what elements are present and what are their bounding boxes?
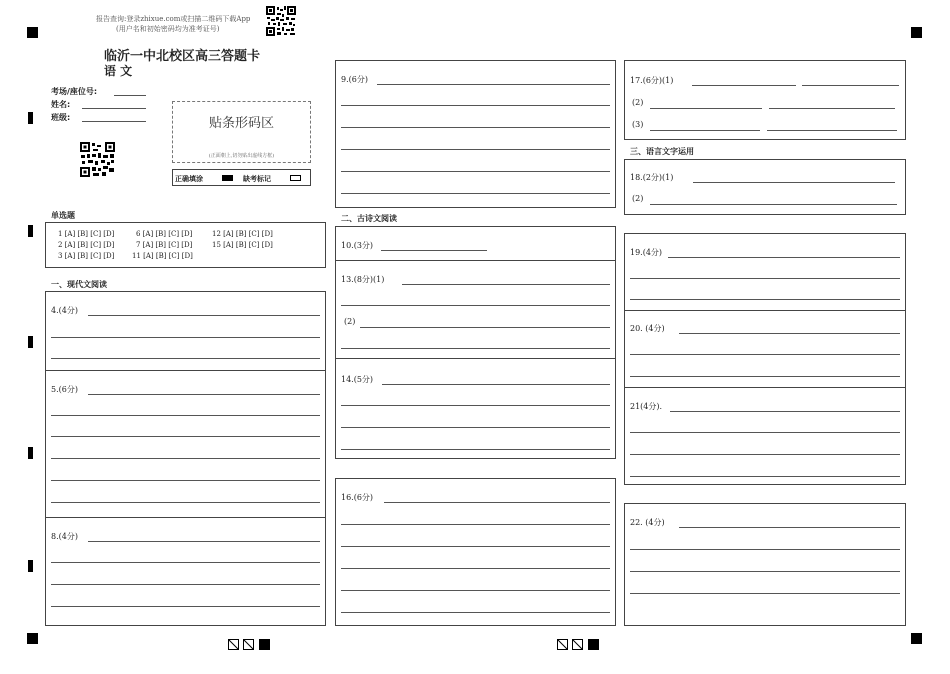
- answer-line[interactable]: [630, 476, 900, 477]
- answer-line[interactable]: [630, 376, 900, 377]
- question-22-label: 22. (4分): [630, 518, 665, 527]
- answer-line[interactable]: [341, 568, 610, 569]
- notice-line-2: (用户名和初始密码均为准考证号): [116, 25, 220, 33]
- answer-line[interactable]: [51, 584, 320, 585]
- answer-line[interactable]: [51, 458, 320, 459]
- choice-row-item[interactable]: 15 [A] [B] [C] [D]: [212, 241, 273, 249]
- answer-line[interactable]: [341, 171, 610, 172]
- question-18-part2-label: (2): [632, 194, 644, 203]
- answer-line[interactable]: [402, 284, 610, 285]
- answer-line[interactable]: [341, 348, 610, 349]
- fill-legend: [172, 169, 311, 186]
- answer-line[interactable]: [341, 105, 610, 106]
- choice-row-item[interactable]: 11 [A] [B] [C] [D]: [132, 252, 193, 260]
- question-17-part1-label: 17.(6分)(1): [630, 76, 674, 85]
- registration-mark-bottom-right: [911, 633, 922, 644]
- seat-field[interactable]: [114, 95, 146, 96]
- answer-line[interactable]: [382, 384, 610, 385]
- question-5-label: 5.(6分): [51, 385, 78, 394]
- answer-line[interactable]: [377, 84, 610, 85]
- page-marker-left: [228, 636, 272, 655]
- question-8-label: 8.(4分): [51, 532, 78, 541]
- question-9-label: 9.(6分): [341, 75, 368, 84]
- question-17-part3-label: (3): [632, 120, 644, 129]
- answer-line[interactable]: [650, 204, 897, 205]
- answer-line[interactable]: [51, 358, 320, 359]
- answer-line[interactable]: [88, 394, 320, 395]
- question-21-label: 21(4分).: [630, 402, 663, 411]
- answer-line[interactable]: [360, 327, 610, 328]
- registration-mark-top-left: [27, 27, 38, 38]
- answer-line[interactable]: [341, 449, 610, 450]
- answer-line[interactable]: [630, 454, 900, 455]
- page-marker-right: [557, 636, 601, 655]
- registration-mark-bottom-left: [27, 633, 38, 644]
- choice-row-item[interactable]: 7 [A] [B] [C] [D]: [136, 241, 193, 249]
- answer-line[interactable]: [630, 593, 900, 594]
- single-choice-box: [45, 222, 326, 268]
- question-22-box: [624, 503, 906, 626]
- answer-line[interactable]: [341, 405, 610, 406]
- answer-line[interactable]: [630, 571, 900, 572]
- timing-mark: [28, 447, 33, 459]
- answer-line[interactable]: [679, 333, 900, 334]
- student-qr-code-icon: [80, 142, 115, 177]
- answer-line[interactable]: [693, 182, 895, 183]
- name-label: 姓名:: [51, 100, 71, 109]
- barcode-area: [172, 101, 311, 163]
- seat-label: 考场/座位号:: [51, 87, 98, 96]
- school-title: 临沂一中北校区高三答题卡: [104, 49, 261, 64]
- answer-line[interactable]: [769, 108, 895, 109]
- subject-title: 语 文: [104, 64, 133, 78]
- absent-bubble[interactable]: [290, 175, 301, 181]
- question-13-part1-label: 13.(8分)(1): [341, 275, 385, 284]
- questions-19-21-box: [624, 233, 906, 485]
- section-modern-title: 一、现代文阅读: [51, 280, 107, 289]
- answer-line[interactable]: [341, 149, 610, 150]
- answer-line[interactable]: [341, 127, 610, 128]
- answer-line[interactable]: [341, 427, 610, 428]
- answer-line[interactable]: [88, 315, 320, 316]
- question-17-part2-label: (2): [632, 98, 644, 107]
- answer-line[interactable]: [630, 549, 900, 550]
- answer-line[interactable]: [679, 527, 900, 528]
- question-19-label: 19.(4分): [630, 248, 663, 257]
- timing-mark: [28, 112, 33, 124]
- answer-line[interactable]: [341, 305, 610, 306]
- choice-row-item[interactable]: 12 [A] [B] [C] [D]: [212, 230, 273, 238]
- question-9-box: [335, 60, 616, 208]
- timing-mark: [28, 560, 33, 572]
- timing-mark: [28, 225, 33, 237]
- section-poetry-title: 二、古诗文阅读: [341, 214, 397, 223]
- answer-line[interactable]: [630, 299, 900, 300]
- choice-row-item[interactable]: 3 [A] [B] [C] [D]: [58, 252, 115, 260]
- answer-line[interactable]: [630, 278, 900, 279]
- answer-line[interactable]: [767, 130, 897, 131]
- answer-line[interactable]: [802, 85, 899, 86]
- answer-line[interactable]: [692, 85, 796, 86]
- answer-line[interactable]: [51, 436, 320, 437]
- registration-mark-top-right: [911, 27, 922, 38]
- timing-mark: [28, 336, 33, 348]
- choice-row-item[interactable]: 1 [A] [B] [C] [D]: [58, 230, 115, 238]
- answer-line[interactable]: [51, 502, 320, 503]
- answer-line[interactable]: [341, 590, 610, 591]
- single-choice-title: 单选题: [51, 211, 75, 220]
- answer-line[interactable]: [51, 562, 320, 563]
- question-10-label: 10.(3分): [341, 241, 374, 250]
- answer-line[interactable]: [670, 411, 900, 412]
- answer-line[interactable]: [51, 415, 320, 416]
- answer-line[interactable]: [88, 541, 320, 542]
- question-18-part1-label: 18.(2分)(1): [630, 173, 674, 182]
- question-20-label: 20. (4分): [630, 324, 665, 333]
- answer-line[interactable]: [341, 546, 610, 547]
- question-18-box: [624, 159, 906, 215]
- answer-line[interactable]: [341, 193, 610, 194]
- class-field[interactable]: [82, 121, 146, 122]
- name-field[interactable]: [82, 108, 146, 109]
- section-language-title: 三、语言文字运用: [630, 147, 694, 156]
- question-13-part2-label: (2): [344, 317, 356, 326]
- answer-line[interactable]: [51, 606, 320, 607]
- answer-line[interactable]: [384, 502, 610, 503]
- barcode-area-note: (正面朝上,切勿贴出虚线方框): [208, 153, 275, 159]
- answer-line[interactable]: [51, 480, 320, 481]
- question-16-label: 16.(6分): [341, 493, 374, 502]
- class-label: 班级:: [51, 113, 71, 122]
- correct-fill-label: 正确填涂: [175, 175, 203, 183]
- answer-line[interactable]: [51, 337, 320, 338]
- question-4-label: 4.(4分): [51, 306, 78, 315]
- answer-line[interactable]: [668, 257, 900, 258]
- question-14-label: 14.(5分): [341, 375, 374, 384]
- answer-line[interactable]: [630, 432, 900, 433]
- choice-row-item[interactable]: 2 [A] [B] [C] [D]: [58, 241, 115, 249]
- choice-row-item[interactable]: 6 [A] [B] [C] [D]: [136, 230, 193, 238]
- barcode-area-title: 贴条形码区: [208, 116, 274, 131]
- answer-line[interactable]: [341, 524, 610, 525]
- answer-line[interactable]: [341, 612, 610, 613]
- question-17-box: [624, 60, 906, 140]
- answer-line[interactable]: [650, 130, 760, 131]
- answer-line[interactable]: [630, 354, 900, 355]
- question-16-box: [335, 478, 616, 626]
- filled-bubble-icon: [222, 175, 233, 181]
- notice-line-1: 报告查询:登录zhixue.com或扫描二维码下载App: [96, 15, 251, 23]
- answer-line[interactable]: [381, 250, 487, 251]
- absent-mark-label: 缺考标记: [243, 175, 271, 183]
- qr-code-icon: [265, 5, 297, 37]
- answer-line[interactable]: [650, 108, 762, 109]
